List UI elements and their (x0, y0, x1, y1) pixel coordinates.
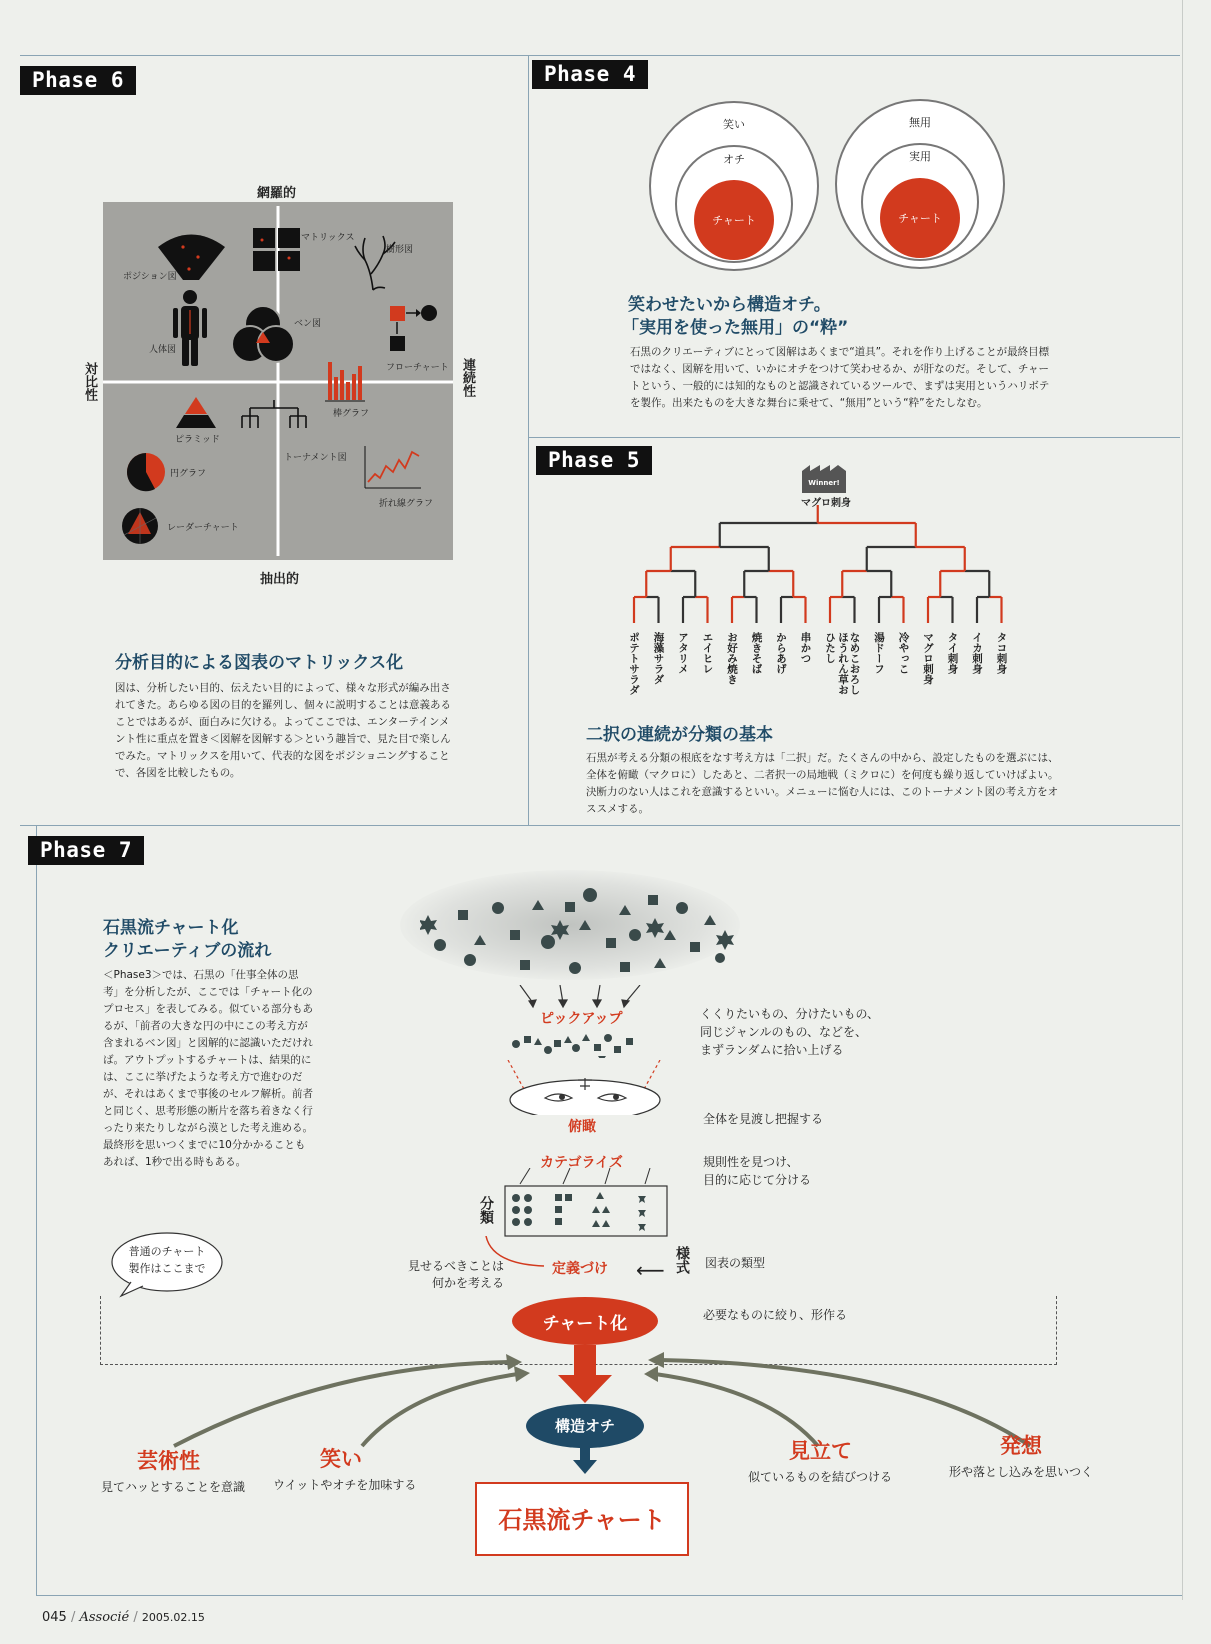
pickup-note (700, 1005, 879, 1059)
phase4-right-inner: チャート (898, 212, 942, 225)
frame-bottom-line (36, 1595, 1182, 1596)
flow-icon (390, 305, 437, 351)
label-pyramid: ピラミッド (175, 435, 220, 445)
tournament-leaf-label: ほうれん草おひたし (824, 632, 849, 695)
footer-date: 2005.02.15 (141, 1611, 205, 1624)
label-bar: 棒グラフ (333, 409, 370, 419)
yoshiki-arrow: ⟵ (636, 1258, 665, 1282)
tournament-leaf-label: エイヒレ (701, 632, 714, 674)
bubble-line1: 普通のチャート (128, 1245, 206, 1258)
category-box (500, 1168, 675, 1238)
phase4-left-circles (648, 100, 820, 272)
fukan-note: 全体を見渡し把握する (703, 1112, 824, 1126)
phase6-matrix-panel (103, 202, 453, 560)
tournament-leaf-label: 海藻サラダ (652, 632, 665, 685)
mitate-note: 似ているものを結びつける (748, 1470, 893, 1484)
phase6-tag: Phase 6 (20, 66, 136, 95)
frame-p7-top-line (20, 825, 1180, 826)
label-line: 折れ線グラフ (379, 499, 434, 509)
categorize-note (703, 1153, 811, 1189)
pyramid-icon (176, 397, 216, 428)
tournament-bracket (620, 505, 1030, 630)
tournament-icon (242, 400, 306, 428)
teigi-label: 定義づけ (552, 1261, 608, 1277)
phase4-left-middle: オチ (723, 153, 745, 166)
mitate-label: 見立て (789, 1439, 852, 1463)
label-pie: 円グラフ (170, 469, 207, 479)
phase7-body: ＜Phase3＞では、石黒の「仕事全体の思考」を分析したが、ここでは「チャート化のプロセス」を表してみる。似ている部分もあるが、「前者の大きな円の中にこの考え方が含まれるベン図」と図解的に認識いただければ。アウトプットするチャートは、結果的には、ここに挙げたような考え方で進むのだが、それはあくまで事後のセルフ解析。前者と同じく、思考形態の断片を落ち着きなく行ったり来たりしながら漠とした考え進める。最終形を思いつくまでに10分かかることもあれば、1秒で出る時もある。 (103, 969, 313, 1168)
venn-icon (232, 306, 294, 362)
phase4-right-middle: 実用 (909, 150, 931, 163)
yoshiki-label: 様式 (674, 1246, 690, 1274)
label-radar: レーダーチャート (167, 523, 239, 533)
warai-note: ウイットやオチを加味する (273, 1478, 417, 1492)
label-tree: 樹形図 (386, 245, 414, 255)
line-graph-icon (365, 446, 421, 488)
tournament-leaf-label: からあげ (775, 632, 787, 674)
radar-chart-icon (122, 508, 158, 544)
kouzou-label: 構造オチ (554, 1417, 615, 1435)
chartka-note: 必要なものに絞り、形作る (703, 1308, 848, 1322)
geijutsu-label: 芸術性 (137, 1449, 200, 1473)
axis-top-label: 網羅的 (257, 186, 297, 201)
warai-label: 笑い (320, 1447, 362, 1471)
tournament-leaf-label: マグロ刺身 (922, 632, 934, 685)
fukan-label: 俯瞰 (568, 1119, 596, 1135)
kouzou-down-arrow (573, 1446, 597, 1476)
categorize-label: カテゴライズ (540, 1155, 623, 1171)
label-venn: ベン図 (294, 319, 322, 329)
teigi-left-note (404, 1258, 504, 1292)
hassou-note: 形や落とし込みを思いつく (949, 1465, 1094, 1479)
footer-magazine: Associé (79, 1610, 130, 1625)
frame-left-line (36, 825, 37, 1595)
tournament-leaf-label: なめこおろし (848, 632, 861, 695)
phase7-title-line1: 石黒流チャート化 (103, 918, 239, 938)
tournament-leaf-label: 焼きそば (750, 632, 763, 674)
shape-cloud (420, 880, 740, 980)
chartka-label: チャート化 (542, 1314, 628, 1334)
pie-chart-icon (127, 453, 165, 491)
geijutsu-note: 見てハッとすることを意識 (101, 1480, 246, 1494)
converging-arrows (150, 1330, 1100, 1465)
fukan-eye (500, 1060, 670, 1115)
label-flow: フローチャート (386, 363, 449, 373)
phase4-right-circles (834, 98, 1006, 270)
tournament-leaf-label: ポテトサラダ (628, 632, 640, 695)
phase5-title: 二択の連続が分類の基本 (586, 725, 773, 745)
tournament-leaf-label: 串かつ (799, 632, 812, 664)
footer: 045 / Associé / 2005.02.15 (42, 1610, 205, 1625)
phase7-tag: Phase 7 (28, 836, 144, 865)
phase6-body: 図は、分析したい目的、伝えたい目的によって、様々な形式が編み出されてきた。あらゆる図の目的を羅列し、個々に説明することは意義あることではあるが、面白みに欠ける。よってここでは、エンターテインメント性に重点を置き＜図解を図解する＞という趣旨で、見た目で楽しんでみた。マトリックスを用いて、代表的な図をポジショニングすることで、各図を比較したもの。 (115, 682, 451, 779)
label-matrix: マトリックス (301, 233, 355, 243)
bunrui-label: 分類 (478, 1196, 494, 1224)
phase4-right-outer: 無用 (909, 116, 931, 129)
tournament-leaf-label: お好み焼き (726, 632, 738, 685)
human-body-icon (173, 290, 207, 366)
page-edge-line (1182, 0, 1183, 1600)
pickup-note-line2: 同じジャンルのもの、などを、 (700, 1025, 867, 1039)
winner-badge: Winner! (808, 479, 840, 487)
tournament-leaves (620, 632, 1030, 702)
axis-left-label: 対比性 (82, 362, 97, 401)
phase4-title-line2: 「実用を使った無用」の“粋” (622, 318, 849, 338)
bubble-line2: 製作はここまで (128, 1262, 206, 1275)
yoshiki-note: 図表の類型 (705, 1256, 766, 1270)
winner-factory-icon (802, 465, 846, 493)
phase5-body: 石黒が考える分類の根底をなす考え方は「二択」だ。たくさんの中から、設定したものを選ぶには、全体を俯瞰（マクロに）したあと、二者択一の局地戦（ミクロに）を何度も繰り返していけばよい。決断力のない人はこれを意識するといい。メニューに悩む人には、このトーナメント図の考え方をオススメする。 (586, 752, 1059, 815)
tournament-leaf-label: タイ刺身 (946, 632, 959, 674)
phase4-left-inner: チャート (712, 214, 756, 227)
tournament-leaf-label: 湯ドーフ (873, 632, 885, 674)
pickup-label: ピックアップ (540, 1011, 623, 1027)
label-tournament: トーナメント図 (284, 453, 347, 463)
teigi-left-line2: 何かを考える (431, 1276, 504, 1290)
frame-mid-line (528, 55, 529, 825)
categorize-note-line1: 規則性を見つけ、 (703, 1155, 799, 1169)
phase7-title-line2: クリエーティブの流れ (103, 941, 272, 961)
pickup-arrows (515, 985, 645, 1009)
frame-p4-bottom-line (528, 437, 1180, 438)
final-label: 石黒流チャート (498, 1506, 666, 1534)
pickup-note-line1: くくりたいもの、分けたいもの、 (700, 1007, 880, 1021)
bubble-text (120, 1243, 214, 1277)
axis-bottom-label: 抽出的 (260, 572, 300, 587)
pickup-note-line3: まずランダムに拾い上げる (700, 1043, 844, 1057)
tournament-leaf-label: アタリメ (677, 632, 689, 674)
tournament-leaf-label: タコ刺身 (995, 632, 1008, 674)
hassou-label: 発想 (1000, 1434, 1042, 1458)
label-body: 人体図 (149, 345, 177, 355)
phase4-title-line1: 笑わせたいから構造オチ。 (628, 295, 831, 315)
phase6-title: 分析目的による図表のマトリックス化 (115, 653, 404, 673)
winner-label: マグロ刺身 (801, 498, 851, 509)
tournament-leaf-label: イカ刺身 (971, 632, 983, 674)
teigi-left-line1: 見せるべきことは (407, 1259, 504, 1273)
axis-right-label: 連続性 (460, 358, 475, 397)
label-position: ポジション図 (123, 272, 177, 282)
picked-shapes (510, 1030, 640, 1058)
footer-page: 045 (42, 1610, 67, 1625)
phase4-left-outer: 笑い (723, 118, 745, 131)
categorize-note-line2: 目的に応じて分ける (703, 1173, 812, 1187)
phase4-body: 石黒のクリエーティブにとって図解はあくまで“道具”。それを作り上げることが最終目標ではなく、図解を用いて、いかにオチをつけて笑わせるか、が肝なのだ。そして、チャートという、一般的には知的なものと認識されているツールで、まずは実用というハリボテを製作。出来たものを大きな舞台に乗せて、“無用”という“粋”をたしなむ。 (630, 346, 1050, 409)
tournament-leaf-label: 冷やっこ (897, 632, 910, 674)
phase5-tag: Phase 5 (536, 446, 652, 475)
phase4-tag: Phase 4 (532, 60, 648, 89)
frame-top-line (20, 55, 1180, 56)
